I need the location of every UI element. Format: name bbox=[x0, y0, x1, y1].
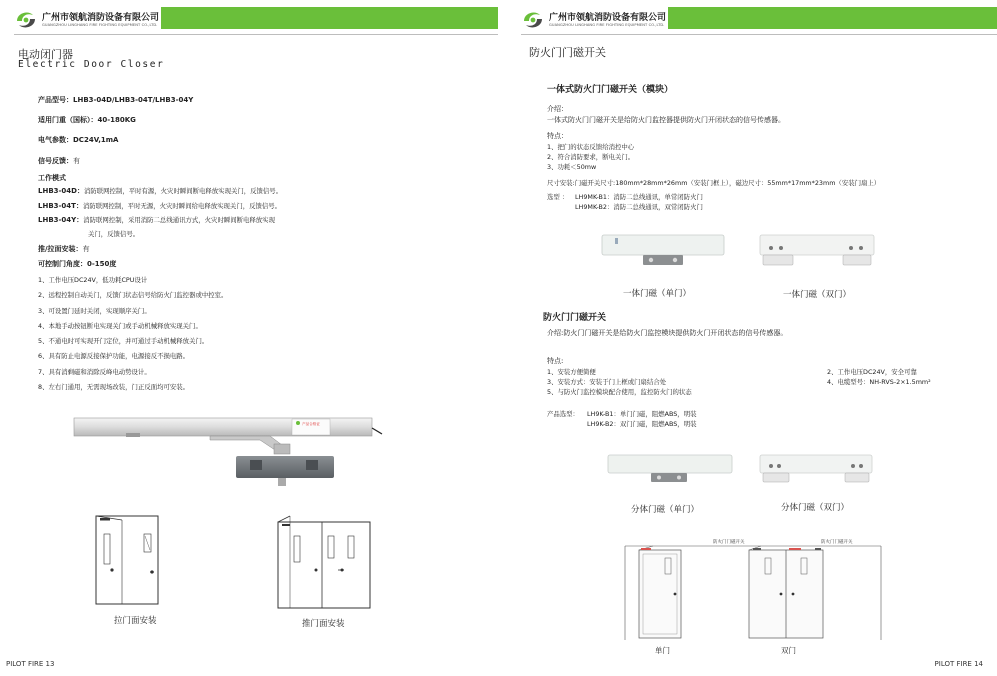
spec-model: 产品型号：LHB3-04D/LHB3-04T/LHB3-04Y bbox=[38, 96, 194, 104]
feature-7: 7、具有消剩磁和消除反峰电动势设计。 bbox=[38, 368, 151, 376]
selection2-b2: LH9K-B2：双门门磁，阻燃ABS，明装 bbox=[587, 420, 697, 428]
page-14 bbox=[499, 0, 997, 676]
page-footer: PILOT FIRE 14 bbox=[934, 660, 983, 668]
features2-label: 特点: bbox=[547, 357, 564, 365]
diagram-label-right: 防火门门磁开关 bbox=[821, 540, 853, 545]
caption-push-side: 推门面安装 bbox=[302, 619, 345, 629]
closer-label: 产品合格证 bbox=[302, 422, 320, 426]
page-title: 防火门门磁开关 bbox=[529, 46, 606, 59]
caption-integral-single: 一体门磁（单门） bbox=[623, 289, 692, 299]
selection-b1: LH9MK-B1：消防二总线通讯，单常闭防火门 bbox=[575, 193, 703, 201]
pull-side-door-drawing bbox=[92, 512, 172, 608]
feature2-1: 1、安装方便简便 bbox=[547, 368, 596, 376]
section1-title: 一体式防火门门磁开关（模块） bbox=[547, 85, 674, 95]
mode-heading: 工作模式 bbox=[38, 174, 66, 182]
page-title-en: Electric Door Closer bbox=[18, 59, 165, 70]
page-footer: PILOT FIRE 13 bbox=[6, 660, 55, 668]
page-header bbox=[14, 6, 498, 34]
section2-title: 防火门门磁开关 bbox=[543, 313, 607, 323]
features-label: 特点： bbox=[547, 132, 568, 140]
page-13 bbox=[0, 0, 498, 676]
size-install: 尺寸安装:门磁开关尺寸:180mm*28mm*26mm（安装门框上），磁边尺寸：55mm*17mm*23mm（安装门扇上） bbox=[547, 179, 881, 187]
feature-1: 1、工作电压DC24V，低功耗CPU设计 bbox=[38, 276, 148, 284]
intro-text: 一体式防火门门磁开关是给防火门监控器提供防火门开闭状态的信号传感器。 bbox=[547, 116, 785, 124]
header-green-bar bbox=[668, 7, 997, 29]
caption-single-door: 单门 bbox=[655, 646, 670, 655]
feature-3: 3、功耗＜50mw bbox=[547, 163, 597, 171]
intro2-text: 介绍:防火门门磁开关是给防火门监控模块提供防火门开闭状态的信号传感器。 bbox=[547, 329, 788, 337]
integral-switch-double-image bbox=[759, 234, 875, 268]
integral-switch-single-image bbox=[601, 234, 725, 268]
selection-label: 选型 ： bbox=[547, 193, 569, 201]
mode-04y: LHB3-04Y：消防联网控制，采用消防二总线通讯方式，火灾时瞬间断电释放实现 bbox=[38, 216, 275, 224]
push-pull-install: 推/拉面安装：有 bbox=[38, 245, 90, 253]
caption-split-single: 分体门磁（单门） bbox=[631, 505, 700, 515]
caption-pull-side: 拉门面安装 bbox=[114, 616, 157, 626]
spec-door-weight: 适用门重（国标）：40-180KG bbox=[38, 116, 136, 124]
feature-4: 4、本地手动按钮断电实现关门或手动机械释放实现关门。 bbox=[38, 322, 202, 330]
intro-label: 介绍： bbox=[547, 105, 568, 113]
company-logo-icon bbox=[14, 8, 38, 32]
feature2-4: 4、电缆型号：NH-RVS-2×1.5mm² bbox=[827, 378, 931, 386]
feature2-2: 2、工作电压DC24V，安全可靠 bbox=[827, 368, 917, 376]
company-name: 广州市领航消防设备有限公司 bbox=[549, 13, 667, 23]
mode-04y-cont: 关门，反馈信号。 bbox=[88, 230, 140, 238]
door-closer-image bbox=[70, 408, 390, 498]
feature-1: 1、把门的状态反馈给消控中心 bbox=[547, 143, 635, 151]
caption-double-door: 双门 bbox=[781, 646, 796, 655]
feature-2: 2、符合消防要求，断电关门。 bbox=[547, 153, 635, 161]
feature-6: 6、具有防止电源反接保护功能，电源接反不损电路。 bbox=[38, 352, 190, 360]
installation-diagram bbox=[625, 536, 881, 644]
push-side-door-drawing bbox=[276, 514, 372, 610]
split-switch-double-image bbox=[759, 454, 873, 484]
feature-2: 2、远程控制自动关门，反馈门状态信号给防火门监控器或中控室。 bbox=[38, 291, 228, 299]
company-name: 广州市领航消防设备有限公司 bbox=[42, 13, 160, 23]
feature-3: 3、可设置门延时关闭，实现顺序关门。 bbox=[38, 307, 151, 315]
mode-04d: LHB3-04D：消防联网控制，平时有源，火灾时瞬间断电释放实现关门，反馈信号。 bbox=[38, 187, 283, 195]
feature-8: 8、左右门通用，无需现场改装，门正反面均可安装。 bbox=[38, 383, 190, 391]
company-name-en: GUANGZHOU LINGHANG FIRE FIGHTING EQUIPMENT CO.,LTD. bbox=[42, 23, 158, 27]
feature2-5: 5、与防火门监控模块配合使用，监控防火门的状态 bbox=[547, 388, 692, 396]
header-rule bbox=[14, 34, 498, 35]
company-name-en: GUANGZHOU LINGHANG FIRE FIGHTING EQUIPMENT CO.,LTD. bbox=[549, 23, 665, 27]
feature2-3: 3、安装方式：安装于门上框或门扇结合处 bbox=[547, 378, 667, 386]
spec-feedback: 信号反馈：有 bbox=[38, 157, 80, 165]
mode-04t: LHB3-04T：消防联网控制，平时无源，火灾时瞬间给电释放实现关门，反馈信号。 bbox=[38, 202, 282, 210]
header-rule bbox=[521, 34, 997, 35]
header-green-bar bbox=[161, 7, 498, 29]
feature-5: 5、不通电时可实现开门定位，并可通过手动机械释放关门。 bbox=[38, 337, 209, 345]
page-title: 电动闭门器 bbox=[18, 48, 73, 61]
page-header bbox=[521, 6, 997, 34]
selection-b2: LH9MK-B2：消防二总线通讯，双常闭防火门 bbox=[575, 203, 703, 211]
spec-electrical: 电气参数：DC24V,1mA bbox=[38, 136, 119, 144]
split-switch-single-image bbox=[607, 454, 733, 484]
caption-split-double: 分体门磁（双门） bbox=[781, 503, 850, 513]
caption-integral-double: 一体门磁（双门） bbox=[783, 290, 852, 300]
selection2-b1: LH9K-B1：单门门磁，阻燃ABS，明装 bbox=[587, 410, 697, 418]
selection2-label: 产品选型： bbox=[547, 410, 579, 418]
door-angle: 可控制门角度：0-150度 bbox=[38, 260, 117, 268]
diagram-label-left: 防火门门磁开关 bbox=[713, 540, 745, 545]
company-logo-icon bbox=[521, 8, 545, 32]
